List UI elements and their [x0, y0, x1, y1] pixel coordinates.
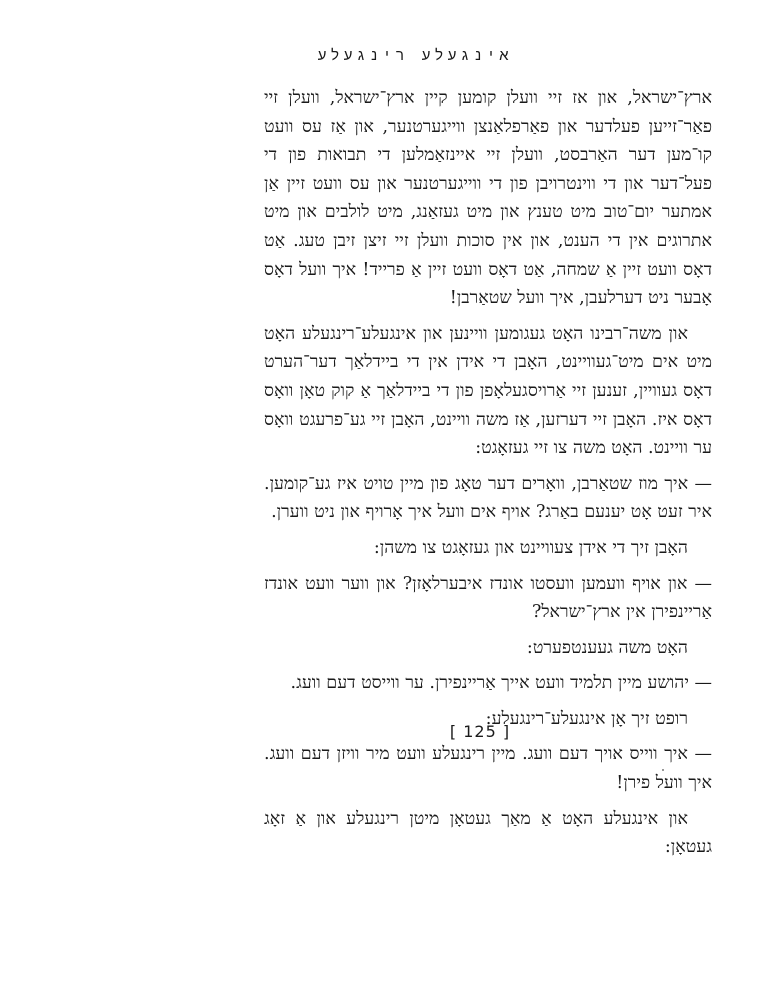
paragraph: ארץ־ישראל, און אז זיי וועלן קומען קיין ארץ־ישראל, וועלן זיי פאַר־זייען פעלדער און פאַרפלאַנצן ווייגערטנער, און אַז עס וועט קו־מען דער האַרבסט, וועלן זיי איינזאַמלען די תבואות פון די פעל־דער און די ווינטרויבן פון די ווייגערטנער און עס וועט זיין אַן אמתער יום־טוב מיט טענץ און מיט געזאַנג, מיט לולבים און מיט אתרוגים אין די הענט, און אין סוכות וועלן זיי זיצן זיבן טעג. אַט דאָס וועט זיין אַ שמחה, אַט דאָס וועט זיין אַ פרייד! איך וועל דאָס אָבער ניט דערלעבן, איך וועל שטאַרבן!: [264, 88, 712, 309]
running-title: אינגעלע רינגעלע: [317, 46, 513, 64]
print-speck: [662, 769, 664, 771]
dialogue-line: — און אויף וועמען וועסטו אונדז איבערלאָזן? און ווער וועט אונדז אַריינפירן אין ארץ־ישראל?: [264, 573, 712, 623]
dialogue-line: — יהושע מיין תלמיד וועט אייך אַריינפירן. ער ווייסט דעם וועג.: [290, 673, 712, 694]
paragraph: האָט משה געענטפערט:: [526, 637, 688, 658]
paragraph: און משה־רבינו האָט געגומען וויינען און אינגעלע־רינגעלע האָט מיט אים מיט־געוויינט, האָבן די אידן אין די ביידלאַך דער־הערט דאָס געוויין, זענען זיי אַרויסגעלאָפן פון די ביידלאַך אַ קוק טאָן וואָס דאָס איז. האָבן זיי דערזען, אַז משה וויינט, האָבן זיי גע־פרעגט וואָס ער וויינט. האָט משה צו זיי געזאָגט:: [264, 323, 712, 459]
page-number: [ 125 ]: [449, 722, 511, 741]
dialogue-line: — איך מוז שטאַרבן, וואָרים דער טאָג פון מיין טויט איז גע־קומען. איר זעט אָט יענעם באַרג? אויף אים וועל איך אָרויף און ניט ווערן.: [264, 473, 712, 523]
paragraph: האָבן זיך די אידן צעוויינט און געזאָגט צו משהן:: [373, 537, 688, 558]
dialogue-line: — איך ווייס אויך דעם וועג. מיין רינגעלע וועט מיר וויזן דעם וועג. איך וועל פירן!: [264, 744, 712, 794]
paragraph: און אינגעלע האָט אַ מאַך געטאָן מיטן רינגעלע און אַ זאָג געטאָן:: [264, 808, 712, 858]
body-text: [264, 84, 712, 869]
paragraph: רופט זיך אָן אינגעלע־רינגעלע:: [485, 708, 688, 729]
